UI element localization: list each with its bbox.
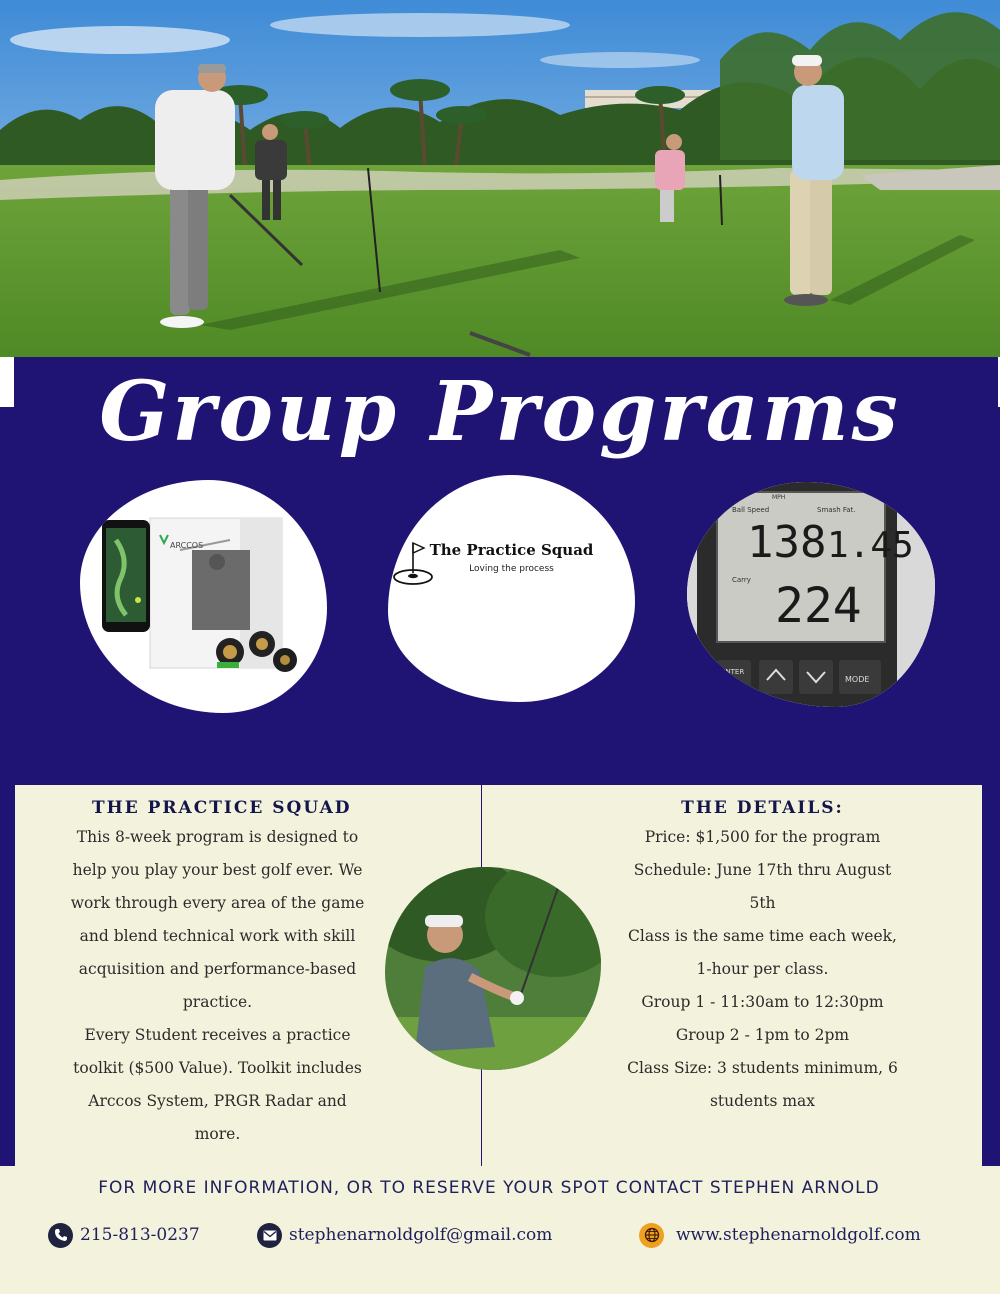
details-column [590, 795, 935, 1118]
prgr-radar-image [687, 482, 935, 707]
practice-squad-heading: THE PRACTICE SQUAD [92, 798, 352, 818]
practice-squad-line: acquisition and performance-based [78, 960, 357, 978]
hero-photo [0, 0, 1000, 357]
radar-ball-speed-label: Ball Speed [732, 506, 770, 514]
practice-squad-line: work through every area of the game [70, 894, 365, 912]
details-line: Class is the same time each week, [628, 927, 897, 945]
practice-squad-logo-name: The Practice Squad [429, 541, 594, 559]
practice-squad-line: Every Student receives a practice [84, 1026, 351, 1044]
arccos-brand-text: ARCCOS [170, 541, 204, 550]
info-section [0, 785, 1000, 1166]
details-line: 1-hour per class. [696, 960, 829, 978]
details-line: Class Size: 3 students minimum, 6 [627, 1059, 898, 1077]
radar-enter-button: ENTER [721, 668, 745, 676]
radar-ball-speed-value: 138 [747, 517, 827, 568]
arccos-product-image [80, 480, 327, 713]
practice-squad-line: help you play your best golf ever. We [72, 861, 363, 879]
website-contact[interactable] [639, 1222, 921, 1248]
practice-squad-line: This 8-week program is designed to [76, 828, 359, 846]
radar-mode-button: MODE [845, 675, 870, 684]
practice-squad-line: and blend technical work with skill [79, 927, 356, 945]
radar-onoff-button: ON/OFF [721, 681, 741, 687]
phone-number[interactable]: 215-813-0237 [80, 1225, 200, 1245]
radar-carry-label: Carry [732, 576, 751, 584]
practice-squad-column [35, 795, 400, 1151]
contact-footer [0, 1166, 1000, 1294]
phone-icon [48, 1223, 73, 1248]
details-line: Price: $1,500 for the program [644, 828, 881, 846]
practice-squad-line: practice. [182, 993, 253, 1011]
details-line: Schedule: June 17th thru August [633, 861, 892, 879]
practice-squad-line: more. [194, 1125, 241, 1143]
practice-squad-line: toolkit ($500 Value). Toolkit includes [73, 1059, 362, 1077]
envelope-icon [257, 1223, 282, 1248]
details-line: students max [709, 1092, 816, 1110]
email-contact[interactable] [257, 1222, 552, 1248]
programs-band [0, 357, 1000, 785]
practice-squad-logo [388, 475, 635, 702]
radar-carry-value: 224 [775, 578, 862, 634]
practice-squad-line: Arccos System, PRGR Radar and [88, 1092, 347, 1110]
website-url[interactable]: www.stephenarnoldgolf.com [676, 1225, 921, 1245]
phone-contact[interactable] [48, 1222, 200, 1248]
practice-squad-logo-tagline: Loving the process [469, 564, 554, 574]
golf-flag-icon [388, 537, 438, 589]
details-line: Group 1 - 11:30am to 12:30pm [641, 993, 884, 1011]
instructor-photo [385, 867, 601, 1070]
globe-icon [639, 1223, 664, 1248]
details-line: Group 2 - 1pm to 2pm [675, 1026, 850, 1044]
details-line: 5th [749, 894, 776, 912]
radar-mph-label: MPH [772, 494, 786, 501]
contact-cta: FOR MORE INFORMATION, OR TO RESERVE YOUR SPOT CONTACT STEPHEN ARNOLD [98, 1178, 880, 1198]
radar-smash-value: 1.45 [827, 525, 914, 566]
page-title: Group Programs [99, 364, 901, 460]
radar-smash-label: Smash Fat. [817, 506, 856, 514]
email-address[interactable]: stephenarnoldgolf@gmail.com [289, 1225, 553, 1245]
details-heading: THE DETAILS: [681, 798, 844, 818]
